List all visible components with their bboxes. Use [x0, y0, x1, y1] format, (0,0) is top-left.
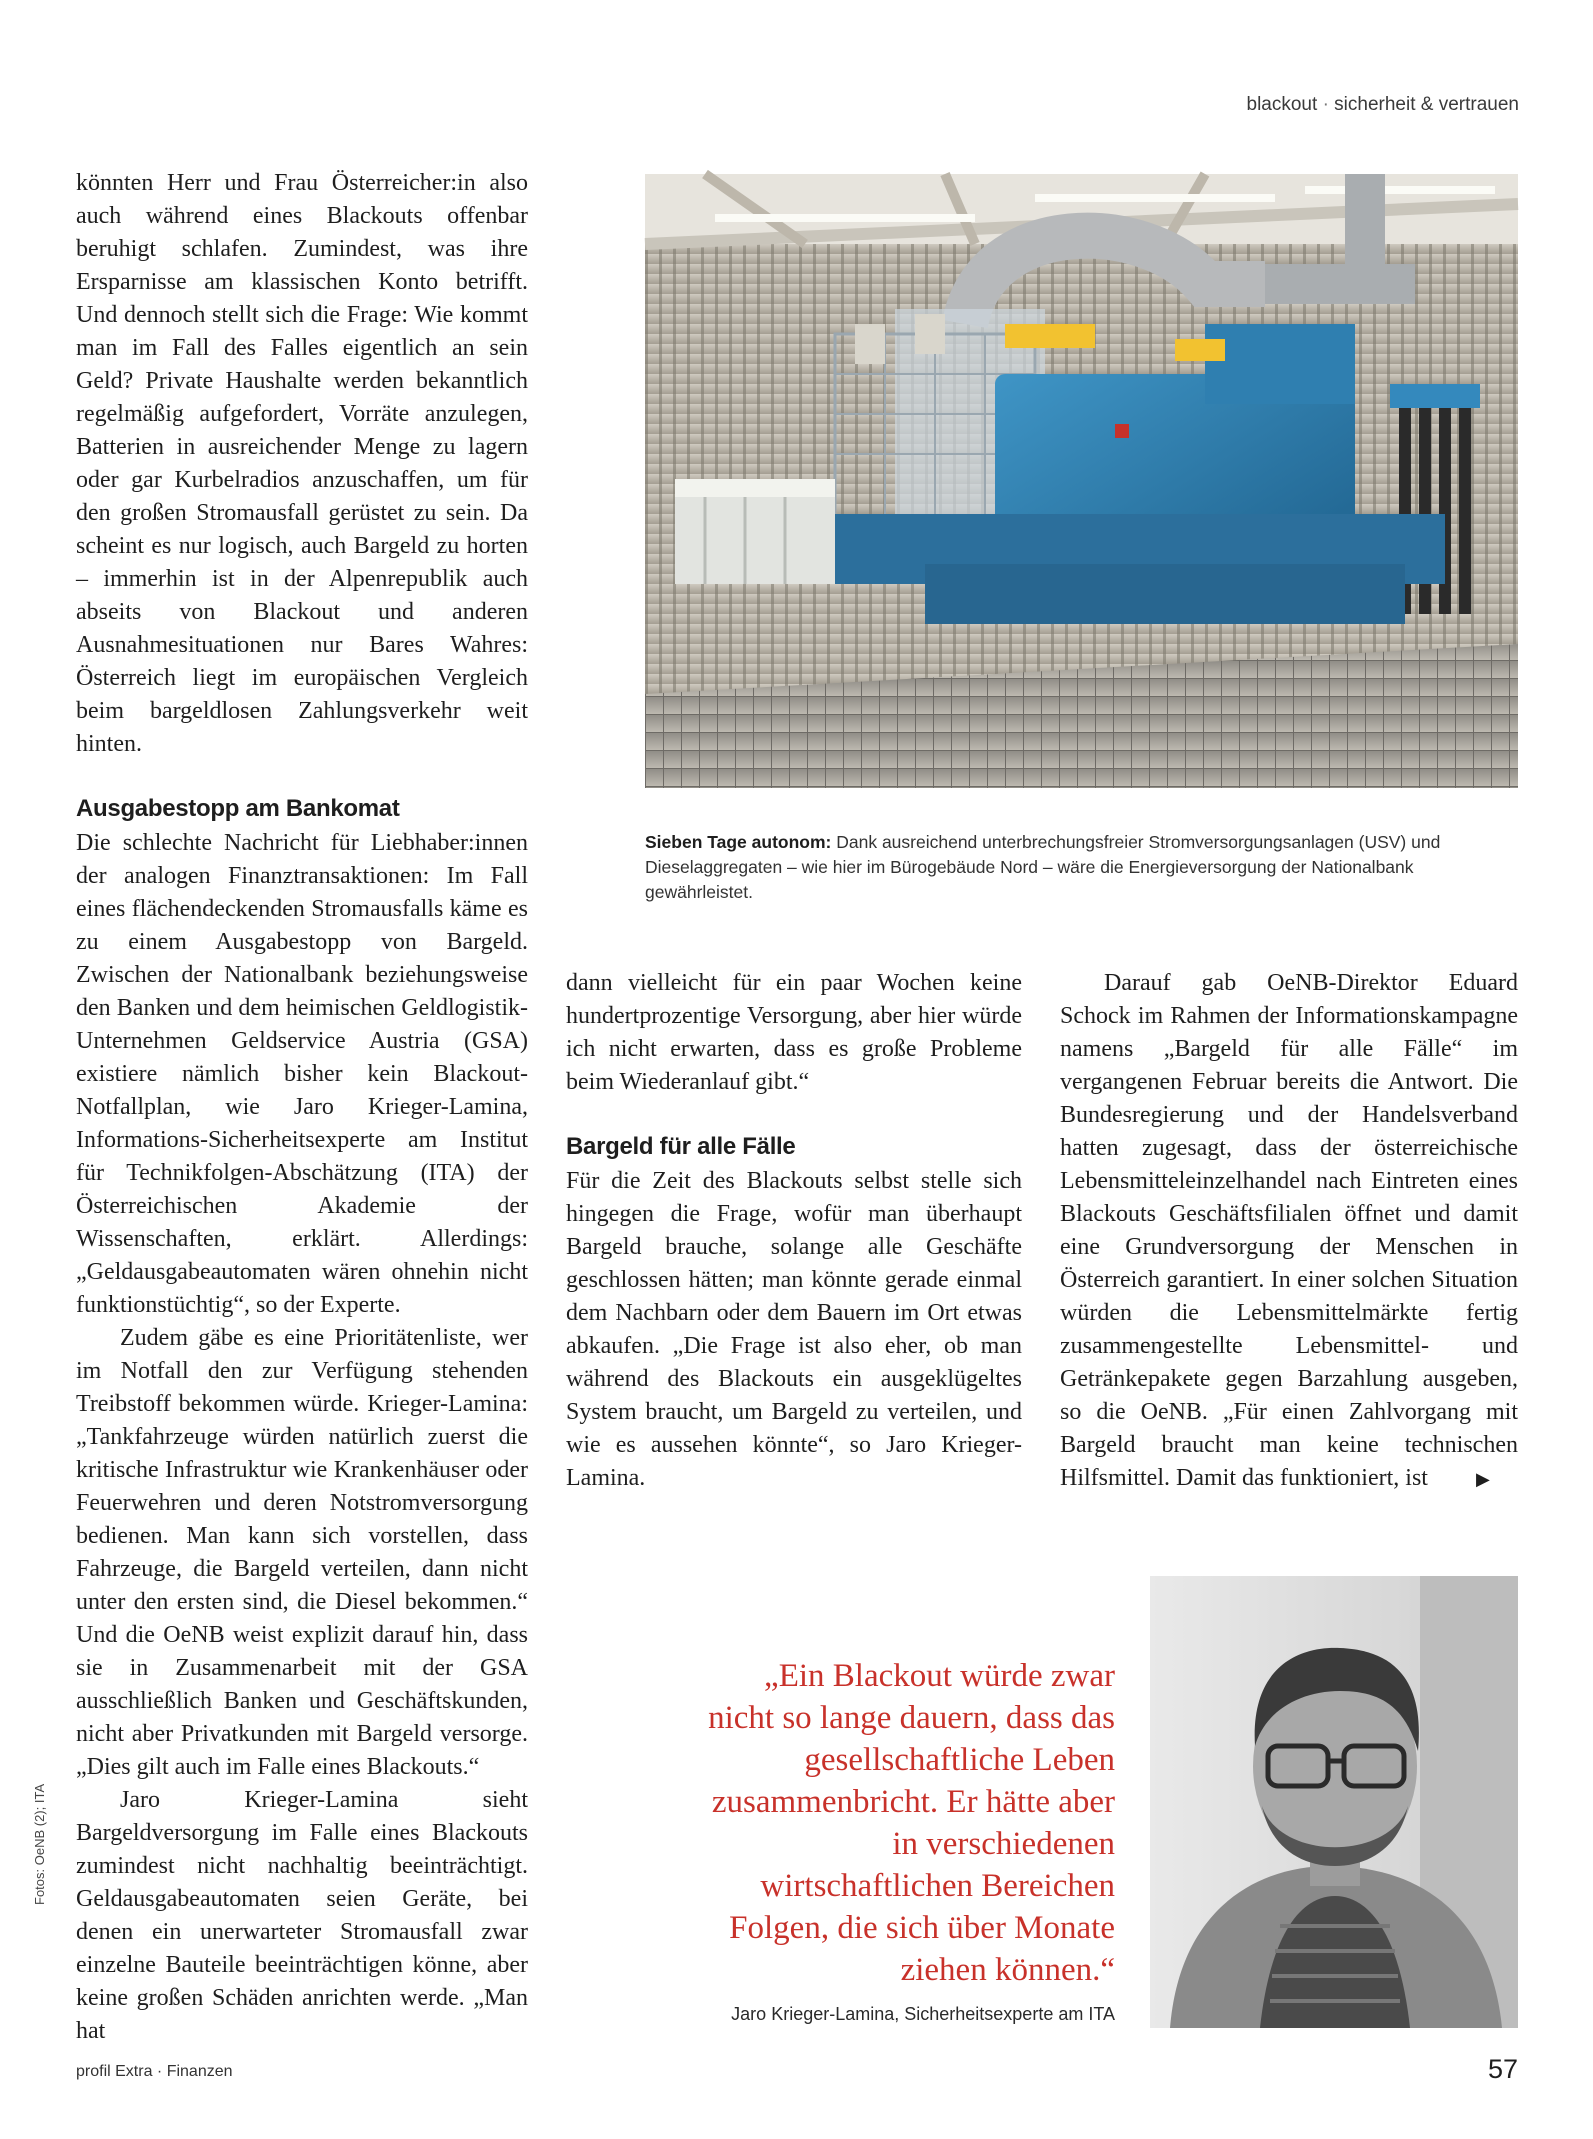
- article-column-2: [566, 967, 1022, 1507]
- photo-caption: [645, 830, 1518, 905]
- paragraph: Die schlechte Nachricht für Liebhaber:innen der analogen Finanztransaktionen: Im Fall eines flächendeckenden Stromausfalls käme es zu einem Ausgabestopp von Bargeld. Zwischen der Nationalbank beziehungsweise den Banken und dem heimischen Geldlogistik-Unternehmen Geldservice Austria (GSA) existiere nämlich bisher kein Blackout-Notfallplan, wie Jaro Krieger-Lamina, Informations-Sicherheitsexperte am Institut für Technikfolgen-Abschätzung (ITA) der Österreichischen Akademie der Wissenschaften, erklärt. Allerdings: „Geldausgabeautomaten wären ohnehin nicht funktionstüchtig“, so der Experte.: [76, 830, 528, 1318]
- paragraph: Jaro Krieger-Lamina sieht Bargeldversorgung im Falle eines Blackouts zumindest nicht nachhaltig beeinträchtigt. Geldausgabeautomaten seien Geräte, bei denen ein unerwarteter Stromausfall zwar einzelne Bauteile beeinträchtigen könne, aber keine großen Schäden anrichten werde. „Man hat: [76, 1787, 528, 2044]
- paragraph: dann vielleicht für ein paar Wochen keine hundertprozentige Versorgung, aber hier würde ich nicht erwarten, dass es große Probleme beim Wiederanlauf gibt.“: [566, 970, 1022, 1095]
- author-portrait: [1150, 1576, 1518, 2028]
- article-column-3: [1060, 967, 1518, 1507]
- pull-quote-author: Jaro Krieger-Lamina, Sicherheitsexperte am ITA: [731, 2004, 1115, 2024]
- subheading-ausgabestopp: Ausgabestopp am Bankomat: [76, 795, 400, 822]
- publication-footer: profil Extra · Finanzen: [76, 2063, 233, 2080]
- pull-quote: „Ein Blackout würde zwar nicht so lange dauern, dass das gesellschaftliche Leben zusammenbricht. Er hätte aber in verschiedenen wirtschaftlichen Bereichen Folgen, die sich über Monate ziehen können.“: [708, 1658, 1115, 1988]
- page-number: 57: [1487, 2054, 1518, 2084]
- paragraph-text: Darauf gab OeNB-Direktor Eduard Schock im Rahmen der Informationskampagne namens „Bargeld für alle Fälle“ im vergangenen Februar bereits die Antwort. Die Bundesregierung und der Handelsverband hatten zugesagt, dass der österreichische Lebensmitteleinzelhandel nach Eintreten eines Blackouts Geschäftsfilialen öffnet und damit eine Grundversorgung der Menschen in Österreich garantiert. In einer solchen Situation würden die Lebensmittelmärkte fertig zusammengestellte Lebensmittel- und Getränkepakete gegen Barzahlung ausgeben, so die OeNB. „Für einen Zahlvorgang mit Bargeld braucht man keine technischen Hilfsmittel. Damit das funktioniert, ist: [1060, 970, 1518, 1491]
- paragraph: [1060, 967, 1518, 1496]
- topic-label: sicherheit & vertrauen: [1334, 94, 1519, 115]
- caption-text: Dank ausreichend unterbrechungsfreier Stromversorgungsanlagen (USV) und Dieselaggregaten – wie hier im Bürogebäude Nord – wäre die Energieversorgung der Nationalbank gewährleistet.: [645, 832, 1441, 902]
- photo-credit: Fotos: OeNB (2); ITA: [32, 1783, 47, 1905]
- paragraph: könnten Herr und Frau Österreicher:in also auch während eines Blackouts offenbar beruhigt schlafen. Zumindest, was ihre Ersparnisse am klassischen Konto betrifft. Und dennoch stellt sich die Frage: Wie kommt man im Fall des Falles eigentlich an sein Geld? Private Haushalte werden bekanntlich regelmäßig aufgefordert, Vorräte anzulegen, Batterien in ausreichender Menge zu lagern oder gar Kurbelradios anzuschaffen, um für den großen Stromausfall gerüstet zu sein. Da scheint es nur logisch, auch Bargeld zu horten – immerhin ist in der Alpenrepublik auch abseits von Blackout und anderen Ausnahmesituationen nur Bares Wahres: Österreich liegt im europäischen Vergleich beim bargeldlosen Zahlungsverkehr weit hinten.: [76, 170, 528, 757]
- kicker-separator: ·: [1322, 94, 1329, 115]
- subheading-bargeld: Bargeld für alle Fälle: [566, 1133, 796, 1160]
- paragraph: Zudem gäbe es eine Prioritätenliste, wer im Notfall den zur Verfügung stehenden Treibstoff bekommen würde. Krieger-Lamina: „Tankfahrzeuge würden natürlich zuerst die kritische Infrastruktur wie Krankenhäuser oder Feuerwehren und deren Notstromversorgung bedienen. Man kann sich vorstellen, dass Fahrzeuge, die Bargeld verteilen, dann nicht unter den ersten sind, die Diesel bekommen.“ Und die OeNB weist explizit darauf hin, dass sie in Zusammenarbeit mit der GSA ausschließlich Banken und Geschäftskunden, nicht aber Privatkunden mit Bargeld versorge. „Dies gilt auch im Falle eines Blackouts.“: [76, 1325, 528, 1780]
- continue-arrow-icon: ▶: [1475, 1469, 1490, 1489]
- caption-lead: Sieben Tage autonom:: [645, 832, 832, 852]
- section-label: blackout: [1246, 94, 1318, 115]
- generator-room-photo: [645, 174, 1518, 788]
- article-column-1: [76, 167, 528, 2044]
- paragraph: Für die Zeit des Blackouts selbst stelle sich hingegen die Frage, wofür man überhaupt Bargeld brauche, solange alle Geschäfte geschlossen hätten; man könnte gerade einmal dem Nachbarn oder dem Bauern im Ort etwas abkaufen. „Die Frage ist also eher, ob man während des Blackouts ein ausgeklügeltes System braucht, um Bargeld zu verteilen, und wie es aussehen könnte“, so Jaro Krieger-Lamina.: [566, 1168, 1022, 1491]
- section-kicker: [1247, 94, 1520, 116]
